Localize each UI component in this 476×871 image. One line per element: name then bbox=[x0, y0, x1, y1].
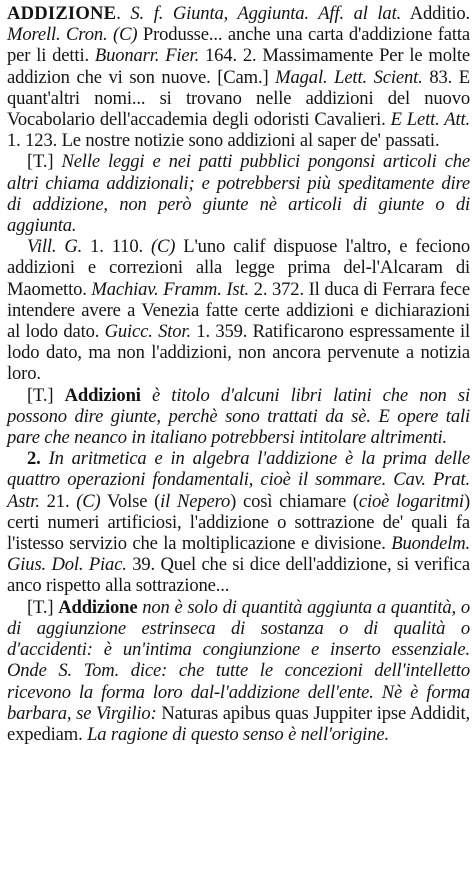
text-run: (C) bbox=[150, 236, 176, 258]
text-run: Morell. Cron. (C) bbox=[7, 24, 138, 46]
text-run: il Nepero bbox=[160, 490, 231, 512]
text-run: 164. 2. Massimamente Per le molte addizion che vi son nuove. [Cam.] bbox=[7, 45, 470, 88]
text-run: Volse ( bbox=[100, 490, 161, 512]
text-run: [T.] bbox=[27, 596, 59, 618]
text-run: Machiav. Framm. Ist. bbox=[91, 278, 250, 300]
text-run: 83. E quant'altri nomi... si trovano nelle addizioni del nuovo Vocabolario dell'accademia degli odoristi Cavalieri. bbox=[7, 66, 470, 131]
text-run: ) così chiamare ( bbox=[230, 490, 359, 512]
text-run: [T.] bbox=[27, 384, 65, 406]
entry-note-addizioni-titolo bbox=[7, 385, 470, 449]
text-run: non è solo di quantità aggiunta a quantità, o di aggiunzione estrinseca di sostanza o di qualità o d'accidenti: è un'intima congiunzione e inserto essenziale. Onde S. Tom. dice: che tutte le concezioni dell'intelletto ricevono la forma loro dal-l'addizione dell'ente. Nè è forma barbara, se Virgilio: bbox=[7, 596, 470, 724]
entry-citation-villani bbox=[7, 236, 470, 384]
text-run: Buondelm. Gius. Dol. Piac. bbox=[7, 533, 470, 576]
text-run: 1. 359. Ratificarono espressamente il lodo dato, ma non l'addizioni, non ancora pervenute a notizia loro. bbox=[7, 321, 471, 385]
text-run: . bbox=[116, 3, 131, 24]
text-run: L'uno calif dispuose l'altro, e feciono addizioni e correzioni alla legge prima del-l'Alcaram di Maometto. bbox=[7, 236, 470, 300]
text-run: Addizioni bbox=[64, 384, 141, 406]
text-run: La ragione di questo senso è nell'origine. bbox=[87, 723, 389, 745]
text-run: 39. Quel che si dice dell'addizione, si verifica anco rispetto alla sottrazione... bbox=[7, 554, 471, 597]
entry-sense-2-aritmetica bbox=[7, 448, 470, 596]
text-run: Produsse... anche una carta d'addizione fatta per li detti. bbox=[7, 24, 470, 67]
text-run: Vill. G. bbox=[27, 236, 83, 258]
text-run: (C) bbox=[76, 490, 101, 512]
text-run: 2. bbox=[27, 448, 49, 470]
entry-addizione-definition bbox=[7, 3, 470, 151]
text-run: S. f. Giunta, Aggiunta. Aff. al lat. bbox=[130, 3, 402, 24]
text-run: Additio. bbox=[401, 3, 470, 24]
text-run: Magal. Lett. Scient. bbox=[275, 66, 423, 88]
entry-note-addizione-essenziale bbox=[7, 597, 470, 745]
text-run: Addizione bbox=[58, 596, 138, 618]
text-run: è titolo d'alcuni libri latini che non si possono dire giunte, perchè sono trattati da sè. E opere tali pare che neanco in italiano potrebbersi intitolare altrimenti. bbox=[7, 384, 470, 449]
text-run: Guicc. Stor. bbox=[104, 321, 191, 343]
text-run: 1. 110. bbox=[82, 236, 151, 258]
text-run: Naturas apibus quas Juppiter ipse Addidit, expediam. bbox=[7, 702, 471, 745]
text-run: 21. bbox=[39, 490, 77, 512]
text-run: cioè logaritmi bbox=[358, 490, 464, 512]
text-run: ADDIZIONE bbox=[7, 3, 117, 24]
text-run: [T.] bbox=[27, 151, 62, 173]
text-run: ) certi numeri artificiosi, l'addizione o sottrazione de' quali fa l'istesso servizio che la moltiplicazione e divisione. bbox=[7, 490, 470, 555]
text-run: In aritmetica e in algebra l'addizione è la prima delle quattro operazioni fondamentali, cioè il sommare. Cav. Prat. Astr. bbox=[7, 448, 470, 512]
text-run: E Lett. Att. bbox=[390, 109, 470, 131]
entry-note-leggi-patti bbox=[7, 151, 470, 236]
text-run: 1. 123. Le nostre notizie sono addizioni al saper de' passati. bbox=[7, 130, 440, 152]
text-run: 2. 372. Il duca di Ferrara fece intendere avere a Venezia fatte certe addizioni e dichiarazioni al lodo dato. bbox=[7, 278, 470, 343]
text-run: Nelle leggi e nei patti pubblici pongonsi articoli che altri chiama addizionali; e potrebbersi più speditamente dire di addizione, non però giunte nè articoli di giunte o di aggiunta. bbox=[7, 151, 470, 237]
text-run: Buonarr. Fier. bbox=[94, 45, 200, 67]
